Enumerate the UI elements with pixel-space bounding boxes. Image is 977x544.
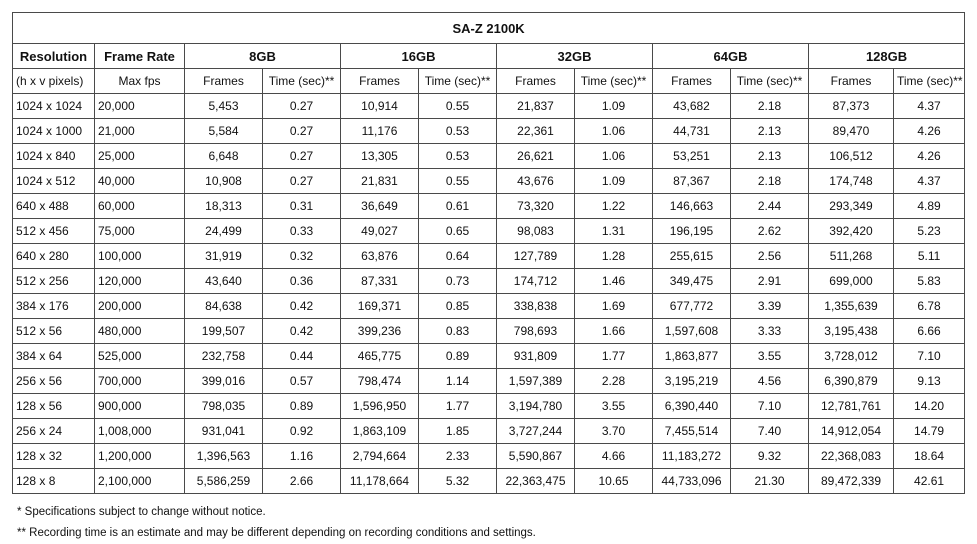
table-row xyxy=(13,369,965,394)
time-cell: 0.27 xyxy=(263,119,341,144)
frames-cell: 199,507 xyxy=(185,319,263,344)
memory-header-64gb: 64GB xyxy=(653,44,809,69)
frames-cell: 169,371 xyxy=(341,294,419,319)
frames-cell: 13,305 xyxy=(341,144,419,169)
resolution-cell: 640 x 280 xyxy=(13,244,95,269)
resolution-cell: 1024 x 1000 xyxy=(13,119,95,144)
frames-cell: 399,016 xyxy=(185,369,263,394)
time-cell: 1.69 xyxy=(575,294,653,319)
time-cell: 7.10 xyxy=(894,344,965,369)
time-cell: 6.78 xyxy=(894,294,965,319)
frames-cell: 931,041 xyxy=(185,419,263,444)
frames-cell: 43,682 xyxy=(653,94,731,119)
max-fps-cell: 100,000 xyxy=(95,244,185,269)
time-cell: 2.13 xyxy=(731,144,809,169)
max-fps-cell: 20,000 xyxy=(95,94,185,119)
time-cell: 2.13 xyxy=(731,119,809,144)
time-cell: 14.20 xyxy=(894,394,965,419)
frames-subheader: Frames xyxy=(341,69,419,94)
header-row xyxy=(13,44,965,69)
time-cell: 1.85 xyxy=(419,419,497,444)
resolution-cell: 1024 x 512 xyxy=(13,169,95,194)
frames-cell: 22,363,475 xyxy=(497,469,575,494)
time-cell: 0.65 xyxy=(419,219,497,244)
max-fps-cell: 60,000 xyxy=(95,194,185,219)
frames-cell: 24,499 xyxy=(185,219,263,244)
frames-cell: 87,331 xyxy=(341,269,419,294)
time-cell: 3.39 xyxy=(731,294,809,319)
table-row xyxy=(13,394,965,419)
frames-cell: 44,731 xyxy=(653,119,731,144)
time-cell: 0.55 xyxy=(419,169,497,194)
footnotes xyxy=(17,502,536,544)
frames-cell: 21,831 xyxy=(341,169,419,194)
table-row xyxy=(13,169,965,194)
frames-cell: 1,355,639 xyxy=(809,294,894,319)
frames-cell: 5,586,259 xyxy=(185,469,263,494)
frames-cell: 1,597,389 xyxy=(497,369,575,394)
resolution-cell: 128 x 8 xyxy=(13,469,95,494)
time-cell: 5.23 xyxy=(894,219,965,244)
resolution-cell: 1024 x 1024 xyxy=(13,94,95,119)
frames-cell: 89,470 xyxy=(809,119,894,144)
frames-cell: 174,712 xyxy=(497,269,575,294)
time-cell: 2.28 xyxy=(575,369,653,394)
time-cell: 1.77 xyxy=(575,344,653,369)
time-cell: 5.32 xyxy=(419,469,497,494)
table-row xyxy=(13,94,965,119)
time-cell: 1.22 xyxy=(575,194,653,219)
frames-cell: 1,863,109 xyxy=(341,419,419,444)
memory-header-128gb: 128GB xyxy=(809,44,965,69)
frames-cell: 53,251 xyxy=(653,144,731,169)
time-subheader: Time (sec)** xyxy=(575,69,653,94)
frames-cell: 98,083 xyxy=(497,219,575,244)
time-subheader: Time (sec)** xyxy=(894,69,965,94)
resolution-cell: 512 x 56 xyxy=(13,319,95,344)
max-fps-cell: 480,000 xyxy=(95,319,185,344)
frames-cell: 338,838 xyxy=(497,294,575,319)
frames-cell: 22,368,083 xyxy=(809,444,894,469)
time-cell: 2.56 xyxy=(731,244,809,269)
time-cell: 4.26 xyxy=(894,119,965,144)
frames-cell: 5,590,867 xyxy=(497,444,575,469)
frames-cell: 84,638 xyxy=(185,294,263,319)
time-cell: 0.89 xyxy=(263,394,341,419)
time-cell: 0.44 xyxy=(263,344,341,369)
time-cell: 18.64 xyxy=(894,444,965,469)
frames-cell: 43,676 xyxy=(497,169,575,194)
memory-header-32gb: 32GB xyxy=(497,44,653,69)
subheader-row xyxy=(13,69,965,94)
time-cell: 0.27 xyxy=(263,169,341,194)
frames-cell: 127,789 xyxy=(497,244,575,269)
frames-cell: 3,727,244 xyxy=(497,419,575,444)
time-cell: 4.89 xyxy=(894,194,965,219)
time-cell: 2.62 xyxy=(731,219,809,244)
time-cell: 0.73 xyxy=(419,269,497,294)
frames-cell: 106,512 xyxy=(809,144,894,169)
max-fps-cell: 900,000 xyxy=(95,394,185,419)
frames-cell: 146,663 xyxy=(653,194,731,219)
time-cell: 3.70 xyxy=(575,419,653,444)
max-fps-cell: 200,000 xyxy=(95,294,185,319)
table-row xyxy=(13,444,965,469)
frames-cell: 232,758 xyxy=(185,344,263,369)
frames-cell: 1,863,877 xyxy=(653,344,731,369)
table-row xyxy=(13,119,965,144)
frames-cell: 3,195,438 xyxy=(809,319,894,344)
time-cell: 21.30 xyxy=(731,469,809,494)
max-fps-cell: 21,000 xyxy=(95,119,185,144)
frames-cell: 26,621 xyxy=(497,144,575,169)
time-cell: 2.91 xyxy=(731,269,809,294)
table-row xyxy=(13,144,965,169)
frames-cell: 12,781,761 xyxy=(809,394,894,419)
table-title: SA-Z 2100K xyxy=(13,13,965,44)
frames-cell: 36,649 xyxy=(341,194,419,219)
resolution-header: Resolution xyxy=(13,44,95,69)
time-cell: 0.42 xyxy=(263,319,341,344)
frames-cell: 73,320 xyxy=(497,194,575,219)
time-cell: 2.33 xyxy=(419,444,497,469)
frames-cell: 392,420 xyxy=(809,219,894,244)
frames-cell: 6,648 xyxy=(185,144,263,169)
time-cell: 0.36 xyxy=(263,269,341,294)
time-cell: 0.55 xyxy=(419,94,497,119)
time-cell: 3.33 xyxy=(731,319,809,344)
frames-cell: 11,176 xyxy=(341,119,419,144)
time-cell: 1.06 xyxy=(575,144,653,169)
resolution-cell: 384 x 64 xyxy=(13,344,95,369)
frames-cell: 465,775 xyxy=(341,344,419,369)
resolution-cell: 256 x 24 xyxy=(13,419,95,444)
frames-cell: 196,195 xyxy=(653,219,731,244)
time-cell: 1.14 xyxy=(419,369,497,394)
max-fps-cell: 40,000 xyxy=(95,169,185,194)
time-cell: 0.57 xyxy=(263,369,341,394)
time-cell: 6.66 xyxy=(894,319,965,344)
time-cell: 4.26 xyxy=(894,144,965,169)
resolution-cell: 384 x 176 xyxy=(13,294,95,319)
time-cell: 1.46 xyxy=(575,269,653,294)
frames-cell: 31,919 xyxy=(185,244,263,269)
time-cell: 0.32 xyxy=(263,244,341,269)
frames-cell: 798,693 xyxy=(497,319,575,344)
frames-cell: 11,178,664 xyxy=(341,469,419,494)
time-cell: 2.18 xyxy=(731,94,809,119)
resolution-cell: 640 x 488 xyxy=(13,194,95,219)
time-cell: 1.16 xyxy=(263,444,341,469)
time-cell: 0.53 xyxy=(419,144,497,169)
frames-cell: 677,772 xyxy=(653,294,731,319)
table-row xyxy=(13,219,965,244)
frames-cell: 21,837 xyxy=(497,94,575,119)
time-subheader: Time (sec)** xyxy=(263,69,341,94)
max-fps-cell: 75,000 xyxy=(95,219,185,244)
time-cell: 42.61 xyxy=(894,469,965,494)
frames-cell: 399,236 xyxy=(341,319,419,344)
resolution-cell: 256 x 56 xyxy=(13,369,95,394)
resolution-cell: 512 x 256 xyxy=(13,269,95,294)
resolution-cell: 1024 x 840 xyxy=(13,144,95,169)
time-cell: 10.65 xyxy=(575,469,653,494)
frames-cell: 6,390,879 xyxy=(809,369,894,394)
frames-cell: 293,349 xyxy=(809,194,894,219)
frames-cell: 798,474 xyxy=(341,369,419,394)
table-row xyxy=(13,319,965,344)
time-cell: 1.31 xyxy=(575,219,653,244)
frames-cell: 18,313 xyxy=(185,194,263,219)
time-cell: 7.10 xyxy=(731,394,809,419)
time-cell: 3.55 xyxy=(731,344,809,369)
max-fps-cell: 2,100,000 xyxy=(95,469,185,494)
time-cell: 3.55 xyxy=(575,394,653,419)
frames-cell: 798,035 xyxy=(185,394,263,419)
frames-cell: 49,027 xyxy=(341,219,419,244)
max-fps-cell: 120,000 xyxy=(95,269,185,294)
frames-cell: 87,367 xyxy=(653,169,731,194)
frames-cell: 63,876 xyxy=(341,244,419,269)
frames-subheader: Frames xyxy=(809,69,894,94)
time-cell: 9.13 xyxy=(894,369,965,394)
time-cell: 4.66 xyxy=(575,444,653,469)
table-row xyxy=(13,269,965,294)
time-cell: 0.27 xyxy=(263,94,341,119)
resolution-unit: (h x v pixels) xyxy=(13,69,95,94)
frames-cell: 3,728,012 xyxy=(809,344,894,369)
table-row xyxy=(13,419,965,444)
frames-cell: 14,912,054 xyxy=(809,419,894,444)
time-cell: 1.66 xyxy=(575,319,653,344)
footnote-recording-time: ** Recording time is an estimate and may be different depending on recording conditions and settings. xyxy=(17,527,536,539)
time-cell: 0.64 xyxy=(419,244,497,269)
time-cell: 0.53 xyxy=(419,119,497,144)
frames-cell: 10,908 xyxy=(185,169,263,194)
time-cell: 0.83 xyxy=(419,319,497,344)
time-cell: 4.37 xyxy=(894,169,965,194)
frames-cell: 5,584 xyxy=(185,119,263,144)
max-fps-cell: 700,000 xyxy=(95,369,185,394)
time-cell: 2.18 xyxy=(731,169,809,194)
resolution-cell: 512 x 456 xyxy=(13,219,95,244)
frames-cell: 699,000 xyxy=(809,269,894,294)
time-cell: 0.92 xyxy=(263,419,341,444)
frames-cell: 22,361 xyxy=(497,119,575,144)
frames-subheader: Frames xyxy=(497,69,575,94)
frame-rate-header: Frame Rate xyxy=(95,44,185,69)
frames-cell: 5,453 xyxy=(185,94,263,119)
time-cell: 5.11 xyxy=(894,244,965,269)
frames-cell: 87,373 xyxy=(809,94,894,119)
title-row xyxy=(13,13,965,44)
frames-cell: 11,183,272 xyxy=(653,444,731,469)
time-cell: 1.06 xyxy=(575,119,653,144)
time-cell: 7.40 xyxy=(731,419,809,444)
time-cell: 1.28 xyxy=(575,244,653,269)
table-row xyxy=(13,194,965,219)
time-subheader: Time (sec)** xyxy=(731,69,809,94)
resolution-cell: 128 x 32 xyxy=(13,444,95,469)
time-cell: 0.42 xyxy=(263,294,341,319)
frames-cell: 89,472,339 xyxy=(809,469,894,494)
time-cell: 2.44 xyxy=(731,194,809,219)
memory-header-16gb: 16GB xyxy=(341,44,497,69)
table-row xyxy=(13,244,965,269)
fps-unit: Max fps xyxy=(95,69,185,94)
time-cell: 4.37 xyxy=(894,94,965,119)
time-cell: 0.33 xyxy=(263,219,341,244)
max-fps-cell: 1,008,000 xyxy=(95,419,185,444)
time-cell: 0.61 xyxy=(419,194,497,219)
frames-cell: 10,914 xyxy=(341,94,419,119)
frames-cell: 6,390,440 xyxy=(653,394,731,419)
time-cell: 5.83 xyxy=(894,269,965,294)
table-row xyxy=(13,294,965,319)
frames-cell: 3,194,780 xyxy=(497,394,575,419)
time-cell: 1.09 xyxy=(575,169,653,194)
max-fps-cell: 25,000 xyxy=(95,144,185,169)
frames-cell: 7,455,514 xyxy=(653,419,731,444)
frames-subheader: Frames xyxy=(185,69,263,94)
time-cell: 0.89 xyxy=(419,344,497,369)
frames-cell: 3,195,219 xyxy=(653,369,731,394)
frames-cell: 2,794,664 xyxy=(341,444,419,469)
time-subheader: Time (sec)** xyxy=(419,69,497,94)
frames-cell: 43,640 xyxy=(185,269,263,294)
max-fps-cell: 525,000 xyxy=(95,344,185,369)
frames-cell: 174,748 xyxy=(809,169,894,194)
time-cell: 0.27 xyxy=(263,144,341,169)
table-row xyxy=(13,344,965,369)
frames-cell: 511,268 xyxy=(809,244,894,269)
frames-cell: 1,597,608 xyxy=(653,319,731,344)
time-cell: 0.31 xyxy=(263,194,341,219)
frames-cell: 255,615 xyxy=(653,244,731,269)
time-cell: 4.56 xyxy=(731,369,809,394)
time-cell: 1.09 xyxy=(575,94,653,119)
time-cell: 9.32 xyxy=(731,444,809,469)
time-cell: 1.77 xyxy=(419,394,497,419)
time-cell: 0.85 xyxy=(419,294,497,319)
frames-cell: 931,809 xyxy=(497,344,575,369)
time-cell: 14.79 xyxy=(894,419,965,444)
frames-cell: 1,596,950 xyxy=(341,394,419,419)
time-cell: 2.66 xyxy=(263,469,341,494)
memory-header-8gb: 8GB xyxy=(185,44,341,69)
footnote-specifications: * Specifications subject to change without notice. xyxy=(17,506,266,518)
table-body xyxy=(13,94,965,494)
max-fps-cell: 1,200,000 xyxy=(95,444,185,469)
frames-cell: 44,733,096 xyxy=(653,469,731,494)
spec-table xyxy=(12,12,965,494)
frames-cell: 1,396,563 xyxy=(185,444,263,469)
table-row xyxy=(13,469,965,494)
resolution-cell: 128 x 56 xyxy=(13,394,95,419)
frames-subheader: Frames xyxy=(653,69,731,94)
frames-cell: 349,475 xyxy=(653,269,731,294)
